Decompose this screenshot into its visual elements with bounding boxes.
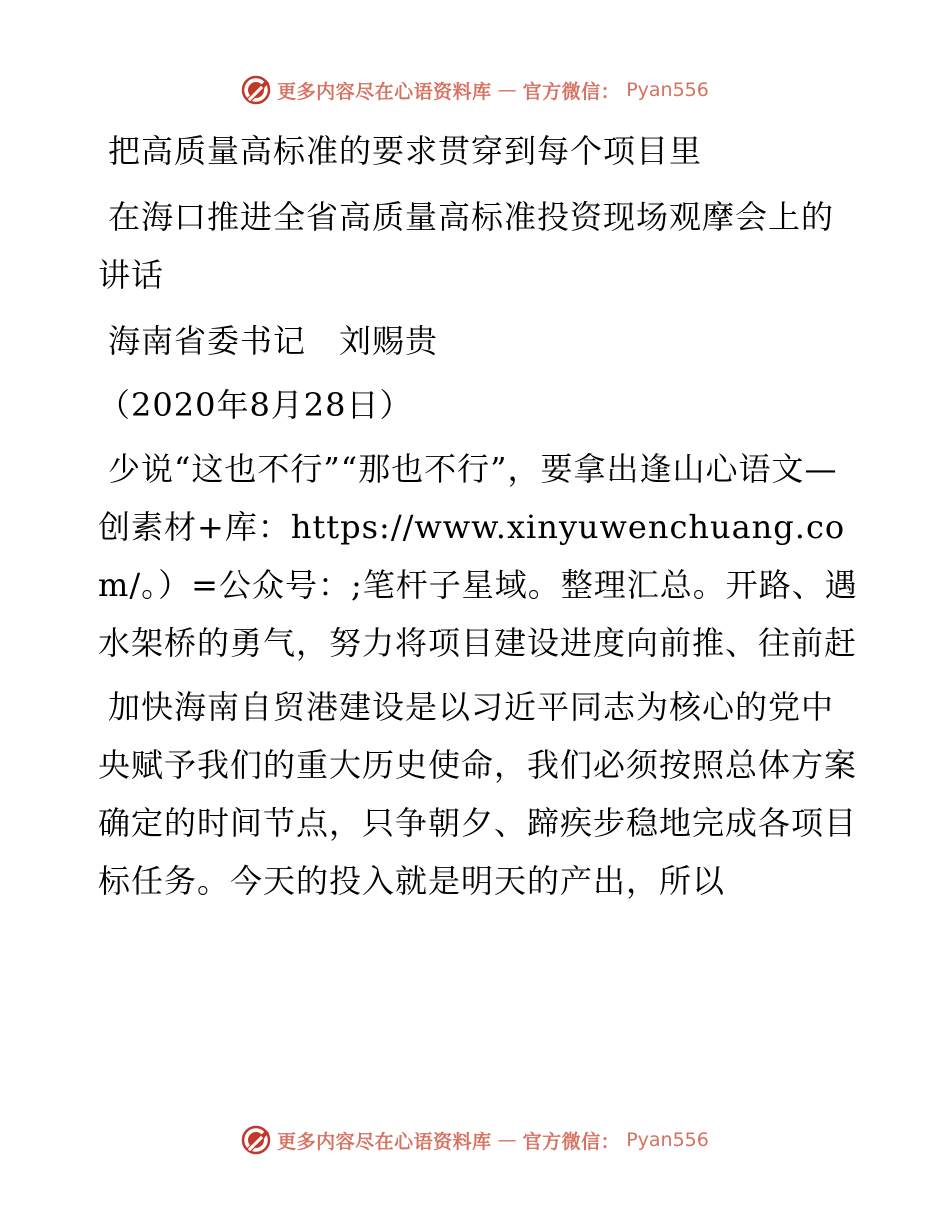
watermark-text: 更多内容尽在心语资料库 [277,80,492,103]
watermark-label: 官方微信： [522,80,621,103]
document-date: （2020年8月28日） [98,386,413,424]
pen-logo-icon [241,75,271,105]
watermark-separator: — [497,79,517,101]
pen-logo-icon [241,1125,271,1155]
watermark-brand: Pyan556 [626,79,709,101]
document-title: 把高质量高标准的要求贯穿到每个项目里 [108,132,703,170]
footer-watermark [0,1120,950,1160]
document-author: 海南省委书记 刘赐贵 [108,322,439,360]
document-body [98,122,858,910]
header-watermark [0,70,950,110]
watermark-label: 官方微信： [522,1130,621,1153]
document-subtitle: 在海口推进全省高质量高标准投资现场观摩会上的讲话 [98,198,835,294]
watermark-text: 更多内容尽在心语资料库 [277,1130,492,1153]
watermark-separator: — [497,1129,517,1151]
body-paragraph: 加快海南自贸港建设是以习近平同志为核心的党中央赋予我们的重大历史使命，我们必须按照总体方案确定的时间节点，只争朝夕、蹄疾步稳地完成各项目标任务。今天的投入就是明天的产出，所以 [98,688,858,900]
watermark-brand: Pyan556 [626,1129,709,1151]
body-paragraph: 少说“这也不行”“那也不行”，要拿出逢山心语文—创素材+库：https://www.xinyuwenchuang.com/。）=公众号：;笔杆子星域。整理汇总。开路、遇水架桥的勇气，努力将项目建设进度向前推、往前赶 [98,450,858,662]
